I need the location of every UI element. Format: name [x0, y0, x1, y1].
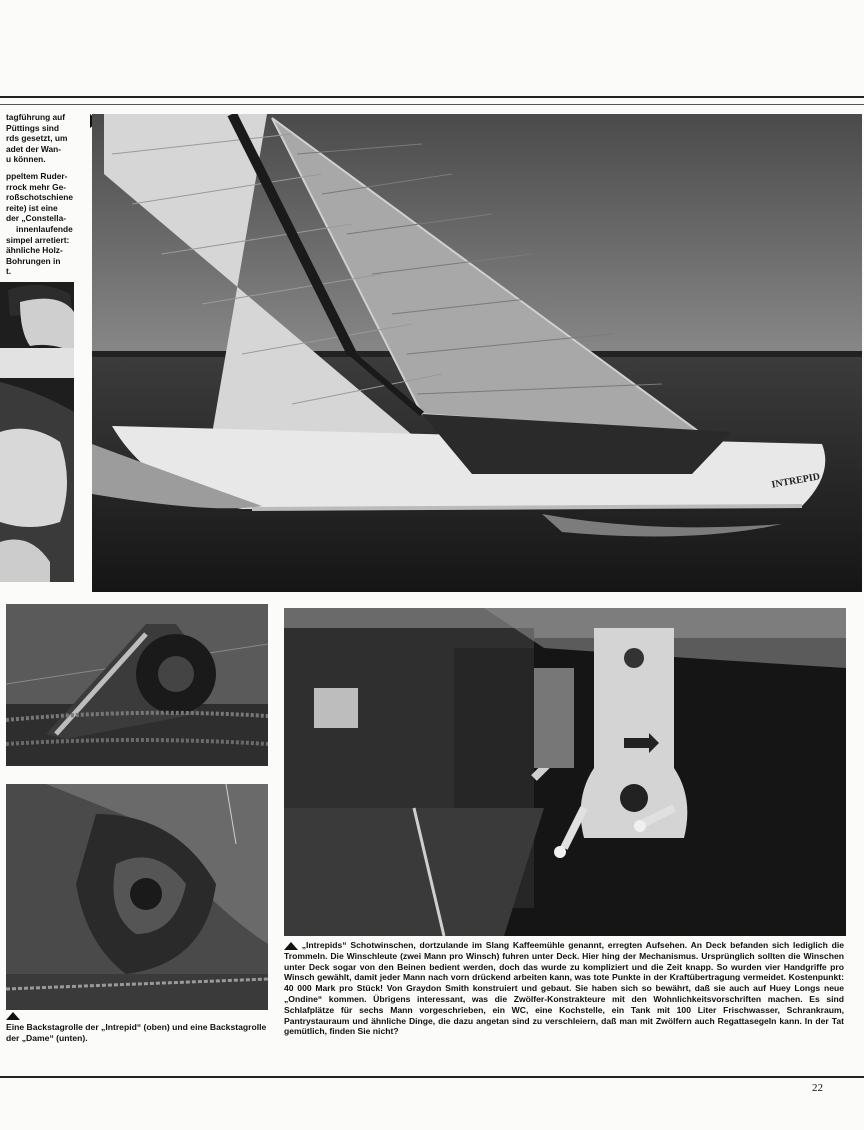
text-line: ähnliche Holz- [6, 245, 63, 256]
text-line: reite) ist eine [6, 202, 58, 213]
text-line: tagführung auf [6, 112, 66, 122]
text-line: simpel arretiert: [6, 234, 70, 245]
photo-backstay-block-intrepid [6, 604, 268, 766]
photo-crew-member [0, 282, 74, 582]
text-line: der „Constella- [6, 213, 67, 224]
caption-backstay-text: Eine Backstagrolle der „Intrepid“ (oben) und eine Backstagrolle der „Dame“ (unten). [6, 1022, 267, 1043]
photo-winch-mechanism [284, 608, 846, 936]
text-line: Püttings sind [6, 122, 60, 133]
page-number: 22 [812, 1082, 823, 1094]
caption-winch-text: „Intrepids“ Schotwinschen, dortzulande im Slang Kaffeemühle genannt, erregten Aufsehen. An Deck befanden sich lediglich die Trommeln. Die Winschleute (zwei Mann pro Winsch) fuhren unter Deck. Hier hing der Mechanismus. Ursprünglich sollten die Winschen unter Deck sogar von den Beinen bedient werden, doch das wurde zu kompliziert und die Zeit knapp. So wurden vier Handgriffe pro Winsch gewählt, damit jeder Mann nach vorn drückend arbeiten kann, was tote Punkte in der Kraftübertragung vermeidet. Kostenpunkt: 40 000 Mark pro Stück! Von Graydon Smith konstruiert und gebaut. Sie haben sich so bewährt, daß sie auch auf Huey Longs neue „Ondine“ kommen. Übrigens interessant, was die Zwölfer-Konstrakteure mit den Wohnlichkeitsvorschriften machen. Es sind Schlafplätze für sechs Mann vorgeschrieben, ein WC, eine Kochstelle, ein Tank mit 100 Liter Frischwasser, Schrankraum, Pantrystauraum und ähnliche Dinge, die dazu angetan sind zu verschleiern, daß man mit Zwölfern auch Regattasegeln kann. In der Tat gemütlich, finden Sie nicht? [284, 940, 844, 1037]
top-rule-thin [0, 104, 864, 105]
text-line: innenlaufende [16, 223, 73, 234]
photo-intrepid-sailing [92, 114, 862, 592]
caption-winch [284, 940, 844, 1037]
text-line: rds gesetzt, um [6, 133, 68, 144]
text-line: ppeltem Ruder- [6, 170, 68, 181]
pointer-up-icon [284, 942, 298, 950]
bottom-rule [0, 1076, 864, 1078]
text-line: roßschotschiene [6, 192, 74, 203]
text-line: u können. [6, 154, 46, 165]
caption-backstay [6, 1012, 268, 1044]
left-column-text [6, 112, 88, 277]
top-rule [0, 96, 864, 98]
pointer-up-icon [6, 1012, 20, 1020]
text-line: rrock mehr Ge- [6, 181, 67, 192]
text-line: Bohrungen in [6, 255, 61, 266]
photo-backstay-block-dame [6, 784, 268, 1010]
boat-name-lettering: INTREPID [770, 471, 821, 491]
text-line: t. [6, 266, 12, 277]
text-line: adet der Wan- [6, 143, 62, 154]
